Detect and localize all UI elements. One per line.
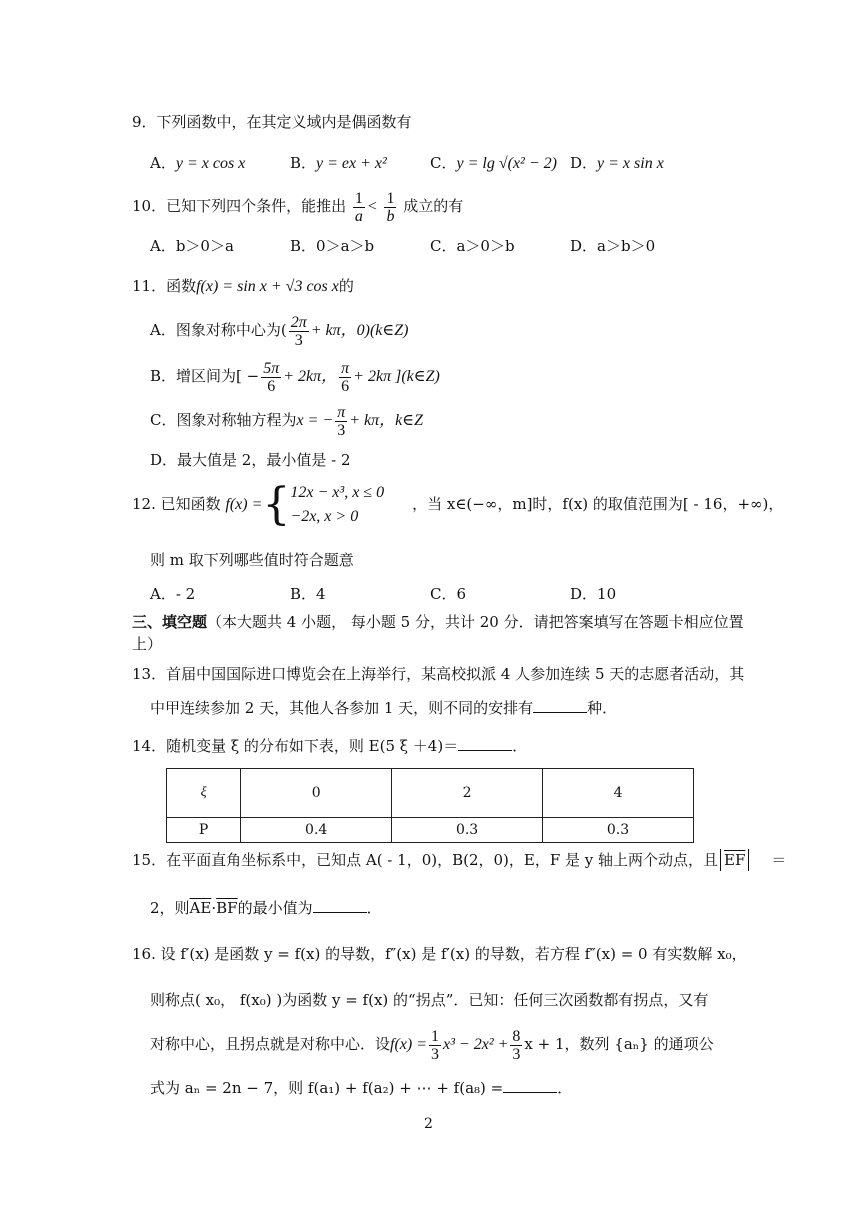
table-row xyxy=(167,769,694,818)
q15-line2: 2，则$\overline{AE}\cdot\overline{BF}$的最小值为 ． xyxy=(150,899,382,917)
q11-option-d: D．最大值是 2，最小值是 - 2 xyxy=(150,451,351,469)
q13-line2: 中甲连续参加 2 天，其他人各参加 1 天，则不同的安排有 种． xyxy=(150,699,618,717)
q16-line4: 式为 aₙ = 2n − 7，则 f(a₁) + f(a₂) + ⋯ + f(a₈) = ． xyxy=(150,1079,573,1097)
q11-option-b: B．增区间为[ − $\frac{5\pi}{6}$ + 2kπ， $\frac{\pi}{6}$ + 2kπ ](k∈Z) xyxy=(150,359,440,395)
q10-option-b: B．0＞a＞b xyxy=(290,237,375,255)
q14-distribution-table xyxy=(166,768,694,843)
q12-stem: 12. 已知函数 f(x) ={ 12x − x³, x ≤ 0 −2x, x > 0 ，当 x∈(−∞，m]时，f(x) 的取值范围为[ - 16，+∞)， xyxy=(132,479,784,530)
section-3-heading: 三、填空题（本大题共 4 小题， 每小题 5 分，共计 20 分．请把答案填写在答题卡相应位置 xyxy=(132,613,744,631)
q12-piecewise: 12x − x³, x ≤ 0 −2x, x > 0 xyxy=(290,484,385,525)
q10-stem: 10．已知下列四个条件，能推出 $\frac{1}{a}$ < $\frac{1}{b}$ 成立的有 xyxy=(132,189,464,225)
q16-line1: 16. 设 f′(x) 是函数 y = f(x) 的导数，f″(x) 是 f′(x) 的导数，若方程 f″(x) = 0 有实数解 x₀， xyxy=(132,945,747,963)
q11-stem: 11．函数f(x) = sin x + √3 cos x的 xyxy=(132,277,354,295)
q12-line2: 则 m 取下列哪些值时符合题意 xyxy=(150,551,354,569)
table-row xyxy=(167,818,694,843)
q14-answer-blank xyxy=(458,736,512,751)
q9-option-b: B．y = ex + x² xyxy=(290,154,387,172)
table-cell: 0.3 xyxy=(543,818,694,843)
q9-option-a: A．y = x cos x xyxy=(150,154,246,172)
table-cell: 0 xyxy=(241,769,392,818)
q15-line1: 15．在平面直角坐标系中，已知点 A( - 1，0)，B(2，0)，E，F 是 y 轴上两个动点，且 $\overline{EF}$ ＝ xyxy=(132,851,787,869)
q9-option-d: D．y = x sin x xyxy=(570,154,664,172)
page-number: 2 xyxy=(424,1116,433,1132)
q10-option-d: D．a＞b＞0 xyxy=(570,237,656,255)
q10-option-c: C．a＞0＞b xyxy=(430,237,515,255)
q11-option-a: A．图象对称中心为( $\frac{2\pi}{3}$ + kπ，0)(k∈Z) xyxy=(150,313,409,349)
table-cell: P xyxy=(167,818,241,843)
q10-fraction-1b: $\frac{1}{b}$ xyxy=(386,189,395,225)
q13-answer-blank xyxy=(533,698,587,713)
q13-line1: 13．首届中国国际进口博览会在上海举行，某高校拟派 4 人参加连续 5 天的志愿者活动，其 xyxy=(132,665,745,683)
q10-option-a: A．b＞0＞a xyxy=(150,237,234,255)
section-3-desc-cont: 上） xyxy=(132,635,163,653)
table-cell: 0.3 xyxy=(392,818,543,843)
table-cell: ξ xyxy=(167,769,241,818)
q16-line2: 则称点( x₀， f(x₀) )为函数 y = f(x) 的“拐点”．已知：任何三次函数都有拐点，又有 xyxy=(150,991,709,1009)
table-cell: 2 xyxy=(392,769,543,818)
q12-option-a: A．- 2 xyxy=(150,585,196,603)
q15-answer-blank xyxy=(313,898,367,913)
q11-option-c: C．图象对称轴方程为x = − $\frac{\pi}{3}$ + kπ，k∈Z xyxy=(150,403,423,439)
q12-option-d: D．10 xyxy=(570,585,617,603)
q16-answer-blank xyxy=(503,1078,557,1093)
q12-option-c: C．6 xyxy=(430,585,467,603)
table-cell: 0.4 xyxy=(241,818,392,843)
q14-stem: 14．随机变量 ξ 的分布如下表，则 E(5 ξ ＋4)＝ ． xyxy=(132,737,528,755)
q9-option-c: C．y = lg √(x² − 2) xyxy=(430,154,557,172)
q12-option-b: B．4 xyxy=(290,585,326,603)
q10-fraction-1a: $\frac{1}{a}$ xyxy=(354,189,363,225)
table-cell: 4 xyxy=(543,769,694,818)
q9-stem: 9．下列函数中，在其定义域内是偶函数有 xyxy=(132,113,412,131)
q12-brace-glyph: { xyxy=(262,479,291,530)
q16-line3: 对称中心，且拐点就是对称中心．设f(x) = $\frac{1}{3}$ x³ − 2x² + $\frac{8}{3}$ x + 1，数列 {aₙ} 的通项公 xyxy=(150,1027,714,1063)
